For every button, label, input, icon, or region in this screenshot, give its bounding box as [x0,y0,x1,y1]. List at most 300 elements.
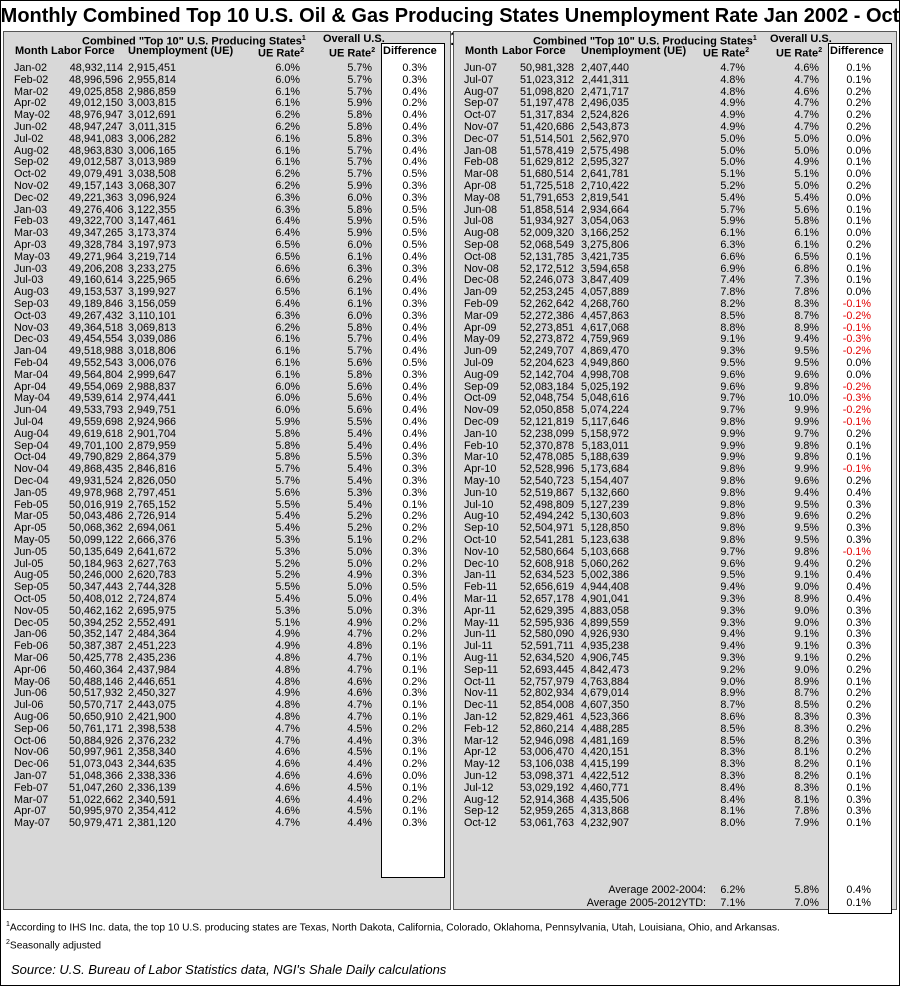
table-row [0,640,900,652]
cell-unemployment: 2,543,873 [580,121,629,133]
cell-overall-rate: 5.7% [347,62,372,74]
table-row [0,357,900,369]
cell-overall-rate: 9.4% [794,486,819,499]
cell-overall-rate: 4.6% [347,687,372,700]
table-row [0,97,900,109]
cell-overall-rate: 5.7% [347,156,372,169]
footnote-2: $^2$Seasonally adjusted [6,939,102,952]
cell-month: Sep-07 [464,97,499,110]
cell-month: Jul-02 [14,132,44,145]
cell-ue-rate: 7.4% [720,274,745,287]
cell-overall-rate: 9.9% [794,463,819,476]
average-label: Average 2002-2004: [608,884,706,896]
cell-ue-rate: 4.7% [275,817,300,830]
cell-month: Oct-10 [464,534,497,546]
cell-ue-rate: 5.3% [275,534,300,546]
cell-overall-rate: 5.8% [794,215,819,228]
cell-month: Jun-05 [14,545,48,558]
cell-unemployment: 2,934,664 [580,203,629,216]
cell-labor-force: 48,976,947 [68,109,123,122]
cell-month: Oct-05 [14,593,47,605]
cell-overall-rate: 5.6% [347,404,372,417]
cell-overall-rate: 4.6% [347,770,372,782]
left-header-group-text: Combined "Top 10" U.S. Producing States [82,35,302,48]
cell-ue-rate: 6.1% [275,333,300,346]
cell-unemployment: 4,935,238 [580,640,629,653]
cell-difference: 0.2% [846,652,871,664]
cell-difference: 0.4% [402,427,427,440]
cell-unemployment: 4,232,907 [580,817,629,830]
cell-difference: 0.5% [402,215,427,228]
cell-ue-rate: 5.2% [720,180,745,192]
cell-unemployment: 4,617,068 [580,321,629,334]
cell-overall-rate: 7.3% [794,274,819,287]
cell-month: Sep-05 [14,581,49,594]
table-row [0,487,900,499]
cell-month: Aug-07 [464,85,499,98]
cell-overall-rate: 9.1% [794,640,819,653]
cell-unemployment: 4,268,760 [580,298,629,310]
cell-month: Aug-12 [464,793,499,806]
cell-overall-rate: 4.7% [794,109,819,122]
cell-labor-force: 53,106,038 [519,758,574,771]
cell-month: Aug-10 [464,510,499,523]
cell-ue-rate: 6.1% [275,368,300,381]
table-row [0,274,900,286]
cell-month: Jul-03 [14,274,44,287]
cell-month: Jun-12 [464,770,498,782]
cell-overall-rate: 4.7% [347,699,372,712]
cell-overall-rate: 4.4% [347,758,372,771]
cell-difference: 0.2% [846,109,871,122]
right-header-overall-line2-sup: 2 [818,47,823,54]
cell-month: Dec-04 [14,475,49,487]
cell-overall-rate: 4.9% [347,616,372,629]
cell-ue-rate: 9.7% [720,545,745,558]
cell-overall-rate: 5.4% [347,427,372,440]
cell-month: Jan-11 [464,569,497,582]
cell-labor-force: 51,420,686 [519,121,574,133]
cell-month: Jun-11 [464,628,497,641]
cell-month: Sep-02 [14,156,49,169]
table-row [0,156,900,168]
cell-month: Jul-12 [464,781,494,794]
average-overall-rate: 7.0% [794,897,819,909]
cell-labor-force: 50,352,147 [68,628,123,641]
cell-unemployment: 4,488,285 [580,722,629,735]
left-header-overall-line2 [329,45,375,60]
cell-labor-force: 52,860,214 [519,722,574,735]
cell-ue-rate: 9.6% [720,368,745,381]
cell-ue-rate: 6.0% [275,73,300,86]
cell-ue-rate: 4.7% [275,734,300,747]
cell-unemployment: 4,422,512 [580,770,629,782]
cell-difference: 0.2% [402,722,427,735]
cell-unemployment: 4,998,708 [580,368,629,381]
cell-labor-force: 49,868,435 [68,463,123,476]
cell-difference: 0.3% [846,805,871,818]
cell-overall-rate: 4.6% [347,675,372,688]
cell-month: Jul-04 [14,416,44,428]
cell-difference: 0.1% [402,699,427,712]
right-header-labor-force [502,45,566,57]
cell-overall-rate: 9.7% [794,427,819,440]
cell-difference: 0.1% [846,156,871,169]
cell-unemployment: 3,225,965 [127,274,176,287]
cell-month: Sep-03 [14,298,49,310]
cell-labor-force: 49,559,698 [68,416,123,428]
table-row [0,605,900,617]
cell-overall-rate: 6.1% [347,250,372,263]
table-row [0,522,900,534]
cell-month: Oct-07 [464,109,497,122]
cell-ue-rate: 6.4% [275,227,300,240]
cell-overall-rate: 9.4% [794,557,819,570]
cell-difference: 0.3% [402,298,427,310]
cell-overall-rate: 5.7% [347,333,372,346]
cell-unemployment: 4,460,771 [580,781,629,794]
cell-difference: 0.2% [402,793,427,806]
average-ue-rate: 7.1% [720,897,745,909]
cell-difference: 0.4% [402,85,427,98]
cell-difference: 0.3% [402,734,427,747]
cell-overall-rate: 5.0% [794,144,819,157]
cell-month: Oct-12 [464,817,497,830]
cell-overall-rate: 6.0% [347,309,372,322]
cell-unemployment: 3,013,989 [127,156,176,169]
cell-overall-rate: 9.4% [794,333,819,346]
cell-month: Jun-04 [14,404,48,417]
cell-unemployment: 2,710,422 [580,180,629,192]
cell-difference: 0.2% [846,121,871,133]
cell-unemployment: 2,421,900 [127,711,176,723]
cell-unemployment: 2,407,440 [580,62,629,74]
cell-overall-rate: 5.8% [347,203,372,216]
cell-overall-rate: 5.0% [347,593,372,605]
cell-ue-rate: 4.9% [275,640,300,653]
cell-difference: -0.3% [842,333,871,346]
cell-unemployment: 5,127,239 [580,498,629,511]
table-row [0,121,900,133]
cell-labor-force: 50,460,364 [68,663,123,676]
cell-month: Aug-08 [464,227,499,240]
cell-unemployment: 2,955,814 [127,73,176,86]
cell-overall-rate: 6.1% [347,286,372,299]
table-row [0,333,900,345]
cell-unemployment: 2,437,984 [127,663,176,676]
cell-overall-rate: 9.0% [794,616,819,629]
cell-unemployment: 2,340,591 [127,793,176,806]
cell-ue-rate: 8.2% [720,298,745,310]
cell-difference: 0.2% [846,722,871,735]
table-row [0,251,900,263]
cell-labor-force: 52,519,867 [519,486,574,499]
cell-ue-rate: 4.8% [275,663,300,676]
cell-overall-rate: 5.6% [794,203,819,216]
cell-overall-rate: 4.7% [794,73,819,86]
cell-difference: 0.4% [402,274,427,287]
cell-difference: 0.3% [846,604,871,617]
cell-ue-rate: 8.5% [720,309,745,322]
cell-unemployment: 3,038,508 [127,168,176,181]
cell-difference: 0.3% [402,604,427,617]
cell-ue-rate: 5.5% [275,581,300,594]
cell-ue-rate: 9.2% [720,663,745,676]
cell-month: Feb-09 [464,298,499,310]
cell-labor-force: 50,016,919 [68,498,123,511]
cell-ue-rate: 5.2% [275,557,300,570]
cell-month: Mar-07 [14,793,49,806]
cell-month: Nov-09 [464,404,499,417]
cell-month: Feb-08 [464,156,499,169]
cell-ue-rate: 9.8% [720,475,745,487]
cell-labor-force: 50,246,000 [68,569,123,582]
right-header-group-text: Combined "Top 10" U.S. Producing States [533,35,753,48]
table-row [0,617,900,629]
cell-month: Apr-05 [14,522,47,535]
cell-difference: 0.4% [846,581,871,594]
cell-overall-rate: 5.0% [347,557,372,570]
cell-difference: -0.1% [842,321,871,334]
cell-month: Jun-08 [464,203,498,216]
cell-unemployment: 5,188,639 [580,451,629,464]
cell-ue-rate: 4.9% [720,97,745,110]
cell-difference: -0.2% [842,345,871,358]
cell-ue-rate: 9.4% [720,581,745,594]
left-header-overall-line2-text: UE Rate [329,47,372,60]
cell-month: Feb-12 [464,722,499,735]
page-title: Monthly Combined Top 10 U.S. Oil & Gas Producing States Unemployment Rate Jan 2002 - Oct [0,5,900,27]
cell-overall-rate: 4.7% [347,652,372,664]
cell-unemployment: 2,451,223 [127,640,176,653]
average-difference: 0.1% [846,897,871,909]
cell-ue-rate: 9.9% [720,451,745,464]
cell-overall-rate: 5.4% [347,463,372,476]
cell-overall-rate: 4.9% [794,156,819,169]
cell-difference: 0.4% [402,416,427,428]
table-row [0,74,900,86]
cell-overall-rate: 5.9% [347,227,372,240]
cell-ue-rate: 4.8% [275,652,300,664]
cell-labor-force: 51,680,514 [519,168,574,181]
cell-unemployment: 2,446,651 [127,675,176,688]
table-row [0,711,900,723]
cell-ue-rate: 6.0% [275,380,300,393]
cell-ue-rate: 6.1% [275,345,300,358]
table-row [0,558,900,570]
cell-ue-rate: 5.9% [275,416,300,428]
cell-unemployment: 2,915,451 [127,62,176,74]
cell-month: Oct-03 [14,309,47,322]
cell-unemployment: 3,006,076 [127,357,176,369]
cell-month: Nov-08 [464,262,499,275]
cell-unemployment: 3,096,924 [127,191,176,204]
cell-ue-rate: 8.1% [720,805,745,818]
cell-difference: 0.2% [846,97,871,110]
cell-ue-rate: 4.9% [275,628,300,641]
cell-overall-rate: 8.3% [794,722,819,735]
cell-unemployment: 2,435,236 [127,652,176,664]
cell-labor-force: 51,858,514 [519,203,574,216]
cell-overall-rate: 9.1% [794,569,819,582]
cell-ue-rate: 6.1% [275,132,300,145]
cell-difference: 0.3% [402,475,427,487]
cell-labor-force: 52,253,245 [519,286,574,299]
cell-month: Mar-04 [14,368,49,381]
cell-difference: 0.1% [846,675,871,688]
cell-month: Feb-04 [14,357,49,369]
cell-difference: 0.4% [402,439,427,452]
cell-month: Apr-08 [464,180,497,192]
cell-overall-rate: 9.6% [794,475,819,487]
cell-overall-rate: 9.8% [794,380,819,393]
cell-month: Aug-03 [14,286,49,299]
cell-difference: 0.0% [846,132,871,145]
cell-ue-rate: 5.7% [275,463,300,476]
cell-overall-rate: 7.8% [794,286,819,299]
cell-ue-rate: 6.6% [275,262,300,275]
cell-unemployment: 2,441,311 [581,73,629,86]
cell-difference: 0.3% [402,687,427,700]
right-header-overall-line1-text: Overall U.S. [770,33,832,45]
table-row [0,510,900,522]
cell-overall-rate: 8.3% [794,298,819,310]
cell-labor-force: 52,802,934 [519,687,574,700]
cell-difference: 0.2% [402,97,427,110]
cell-unemployment: 2,562,970 [580,132,629,145]
cell-labor-force: 49,518,988 [68,345,123,358]
cell-ue-rate: 9.8% [720,510,745,523]
cell-month: Jun-07 [464,62,498,74]
cell-unemployment: 3,173,374 [127,227,176,240]
cell-overall-rate: 9.1% [794,652,819,664]
cell-unemployment: 4,420,151 [580,746,629,759]
cell-labor-force: 53,061,763 [519,817,574,830]
cell-labor-force: 52,142,704 [519,368,574,381]
cell-month: Jan-07 [14,770,48,782]
cell-ue-rate: 6.5% [275,239,300,251]
cell-labor-force: 52,478,085 [519,451,574,464]
cell-unemployment: 3,594,658 [580,262,629,275]
cell-labor-force: 52,273,872 [519,333,574,346]
cell-overall-rate: 9.5% [794,498,819,511]
footnote-1: $^1$According to IHS Inc. data, the top 10 U.S. producing states are Texas, North Dakota, California, Colorado, Oklahoma, Pennsylvania, Utah, Louisiana, Ohio, and Arkansas. [6,921,780,934]
cell-difference: 0.2% [846,180,871,192]
cell-month: May-09 [464,333,501,346]
cell-ue-rate: 4.8% [275,675,300,688]
table-row [0,227,900,239]
cell-labor-force: 48,996,596 [68,73,123,86]
cell-overall-rate: 4.4% [347,793,372,806]
cell-unemployment: 5,130,603 [580,510,629,523]
cell-ue-rate: 4.9% [720,109,745,122]
cell-month: Apr-02 [14,97,47,110]
cell-ue-rate: 4.9% [275,687,300,700]
cell-ue-rate: 4.6% [275,770,300,782]
cell-month: Jan-10 [464,427,498,440]
cell-unemployment: 5,183,011 [581,439,629,452]
cell-unemployment: 2,819,541 [580,191,629,204]
cell-month: Sep-06 [14,722,49,735]
cell-labor-force: 50,068,362 [68,522,123,535]
cell-unemployment: 5,117,646 [581,416,629,428]
right-header-unemployment-text: Unemployment (UE) [581,45,687,57]
cell-overall-rate: 9.5% [794,534,819,546]
cell-ue-rate: 5.7% [275,475,300,487]
cell-labor-force: 53,029,192 [519,781,574,794]
cell-ue-rate: 6.0% [275,392,300,405]
cell-month: Jan-08 [464,144,498,157]
cell-unemployment: 3,054,063 [580,215,629,228]
cell-month: Sep-12 [464,805,499,818]
cell-month: Mar-05 [14,510,49,523]
cell-ue-rate: 8.9% [720,687,745,700]
cell-ue-rate: 9.8% [720,534,745,546]
cell-difference: 0.3% [402,569,427,582]
cell-unemployment: 4,481,169 [580,734,629,747]
cell-labor-force: 52,246,073 [519,274,574,287]
cell-labor-force: 49,221,363 [68,191,123,204]
cell-unemployment: 4,435,506 [580,793,629,806]
cell-ue-rate: 6.3% [720,239,745,251]
cell-difference: 0.1% [846,817,871,830]
cell-overall-rate: 4.8% [347,640,372,653]
cell-difference: 0.2% [846,85,871,98]
cell-ue-rate: 6.1% [275,97,300,110]
cell-labor-force: 49,564,804 [68,368,123,381]
cell-ue-rate: 5.4% [275,593,300,605]
cell-labor-force: 52,541,281 [519,534,574,546]
cell-unemployment: 4,313,868 [580,805,629,818]
cell-ue-rate: 8.5% [720,734,745,747]
cell-ue-rate: 5.5% [275,498,300,511]
cell-month: Dec-07 [464,132,499,145]
cell-difference: 0.3% [402,191,427,204]
cell-labor-force: 52,959,265 [519,805,574,818]
table-row [0,168,900,180]
cell-labor-force: 50,394,252 [68,616,123,629]
cell-difference: 0.4% [846,569,871,582]
cell-month: Sep-11 [464,663,499,676]
cell-difference: 0.3% [402,817,427,830]
cell-unemployment: 3,197,973 [127,239,176,251]
cell-month: May-05 [14,534,51,546]
cell-labor-force: 52,693,445 [519,663,574,676]
cell-month: Feb-02 [14,73,49,86]
cell-ue-rate: 5.1% [720,168,745,181]
table-row [0,628,900,640]
cell-unemployment: 2,999,647 [127,368,176,381]
cell-overall-rate: 4.5% [347,781,372,794]
cell-unemployment: 2,826,050 [127,475,176,487]
cell-unemployment: 2,724,874 [127,593,176,605]
cell-difference: 0.1% [846,73,871,86]
right-header-ue-rate-sup: 2 [745,47,750,54]
cell-overall-rate: 5.8% [347,121,372,133]
left-header-labor-force-text: Labor Force [51,45,115,57]
cell-overall-rate: 5.1% [794,168,819,181]
cell-overall-rate: 7.9% [794,817,819,830]
cell-difference: 0.2% [402,522,427,535]
cell-overall-rate: 6.1% [347,298,372,310]
table-row [0,652,900,664]
cell-unemployment: 2,484,364 [127,628,176,641]
source-note: Source: U.S. Bureau of Labor Statistics data, NGI's Shale Daily calculations [11,962,447,977]
cell-overall-rate: 9.8% [794,545,819,558]
cell-difference: 0.4% [402,392,427,405]
cell-labor-force: 48,963,830 [68,144,123,157]
cell-unemployment: 2,595,327 [580,156,629,169]
